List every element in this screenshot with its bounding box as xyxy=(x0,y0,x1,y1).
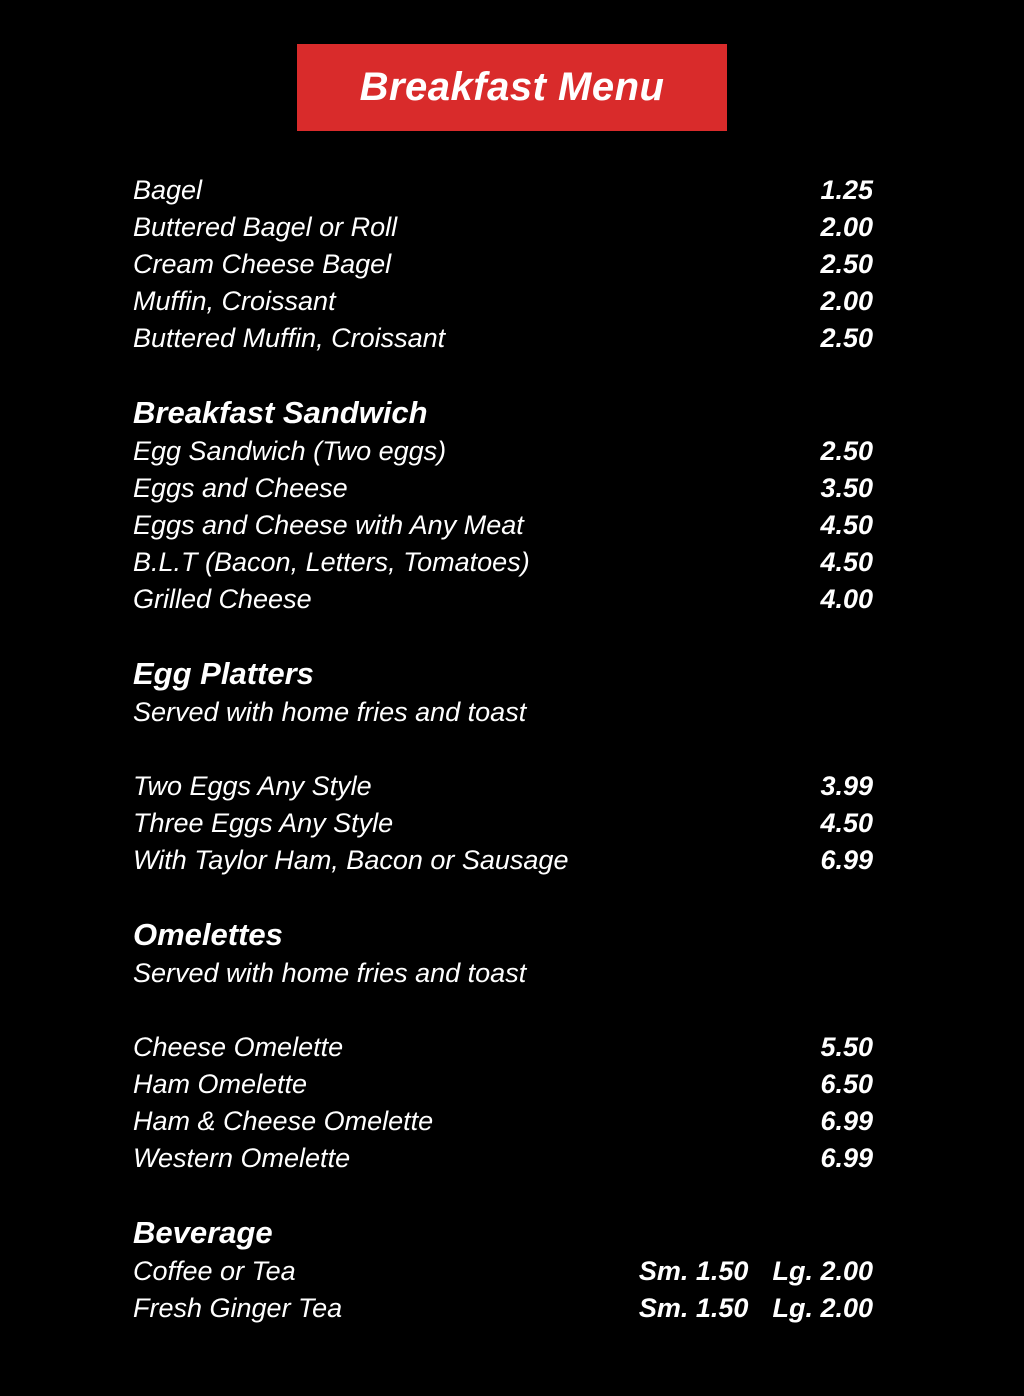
section-basics xyxy=(133,172,873,357)
item-name: Cream Cheese Bagel xyxy=(133,249,392,279)
item-price: 2.50 xyxy=(820,436,873,466)
large-price: Lg. 2.00 xyxy=(772,1256,873,1286)
section-spacer xyxy=(133,879,873,914)
item-price: 6.99 xyxy=(820,1106,873,1136)
item-name: Bagel xyxy=(133,175,203,205)
item-price: 3.99 xyxy=(820,771,873,801)
item-price: 4.50 xyxy=(820,547,873,577)
section-spacer xyxy=(133,618,873,653)
section-spacer xyxy=(133,1177,873,1212)
small-price: Sm. 1.50 xyxy=(638,1256,749,1286)
menu-item xyxy=(133,1066,873,1103)
menu-item xyxy=(133,320,873,357)
item-price: 2.50 xyxy=(820,249,873,279)
subtitle-spacer xyxy=(133,992,873,1029)
item-price: 2.00 xyxy=(820,212,873,242)
item-name: Buttered Bagel or Roll xyxy=(133,212,398,242)
item-price: 4.50 xyxy=(820,808,873,838)
large-price: Lg. 2.00 xyxy=(772,1293,873,1323)
section-subtitle: Served with home fries and toast xyxy=(133,697,527,727)
section-spacer xyxy=(133,357,873,392)
menu-item xyxy=(133,1290,873,1327)
item-name: With Taylor Ham, Bacon or Sausage xyxy=(133,845,569,875)
item-price: 3.50 xyxy=(820,473,873,503)
menu-item xyxy=(133,1140,873,1177)
size-prices xyxy=(639,1290,873,1327)
item-price: 6.99 xyxy=(820,845,873,875)
menu-item xyxy=(133,768,873,805)
section-heading: Omelettes xyxy=(133,917,283,952)
item-name: B.L.T (Bacon, Letters, Tomatoes) xyxy=(133,547,530,577)
item-name: Eggs and Cheese with Any Meat xyxy=(133,510,524,540)
size-prices xyxy=(639,1253,873,1290)
item-price: 4.50 xyxy=(820,510,873,540)
section-subtitle: Served with home fries and toast xyxy=(133,958,527,988)
item-name: Two Eggs Any Style xyxy=(133,771,372,801)
item-price: 2.50 xyxy=(820,323,873,353)
section-omelettes xyxy=(133,914,873,1177)
subtitle-spacer xyxy=(133,731,873,768)
item-name: Ham Omelette xyxy=(133,1069,308,1099)
item-price: 6.99 xyxy=(820,1143,873,1173)
item-name: Three Eggs Any Style xyxy=(133,808,394,838)
item-price: 4.00 xyxy=(820,584,873,614)
item-name: Buttered Muffin, Croissant xyxy=(133,323,446,353)
item-name: Western Omelette xyxy=(133,1143,351,1173)
menu-title: Breakfast Menu xyxy=(359,65,665,109)
item-price: 6.50 xyxy=(820,1069,873,1099)
section-breakfast-sandwich xyxy=(133,392,873,618)
menu-title-banner xyxy=(297,44,727,131)
menu-item xyxy=(133,507,873,544)
menu-item xyxy=(133,283,873,320)
menu-item xyxy=(133,805,873,842)
menu-item xyxy=(133,470,873,507)
menu-item xyxy=(133,581,873,618)
menu-item xyxy=(133,1253,873,1290)
menu-item xyxy=(133,246,873,283)
item-price: 2.00 xyxy=(820,286,873,316)
item-price: 1.25 xyxy=(820,175,873,205)
section-heading: Beverage xyxy=(133,1215,273,1250)
menu-item xyxy=(133,172,873,209)
item-name: Fresh Ginger Tea xyxy=(133,1293,343,1323)
menu-item xyxy=(133,842,873,879)
item-name: Coffee or Tea xyxy=(133,1256,296,1286)
menu-body xyxy=(133,172,873,1327)
section-heading: Breakfast Sandwich xyxy=(133,395,428,430)
menu-item xyxy=(133,1103,873,1140)
item-name: Muffin, Croissant xyxy=(133,286,336,316)
menu-item xyxy=(133,1029,873,1066)
section-egg-platters xyxy=(133,653,873,879)
menu-item xyxy=(133,544,873,581)
item-name: Eggs and Cheese xyxy=(133,473,348,503)
item-name: Ham & Cheese Omelette xyxy=(133,1106,434,1136)
small-price: Sm. 1.50 xyxy=(638,1293,749,1323)
menu-item xyxy=(133,209,873,246)
section-beverage xyxy=(133,1212,873,1327)
item-name: Cheese Omelette xyxy=(133,1032,344,1062)
item-name: Egg Sandwich (Two eggs) xyxy=(133,436,447,466)
item-price: 5.50 xyxy=(820,1032,873,1062)
menu-item xyxy=(133,433,873,470)
item-name: Grilled Cheese xyxy=(133,584,312,614)
section-heading: Egg Platters xyxy=(133,656,314,691)
